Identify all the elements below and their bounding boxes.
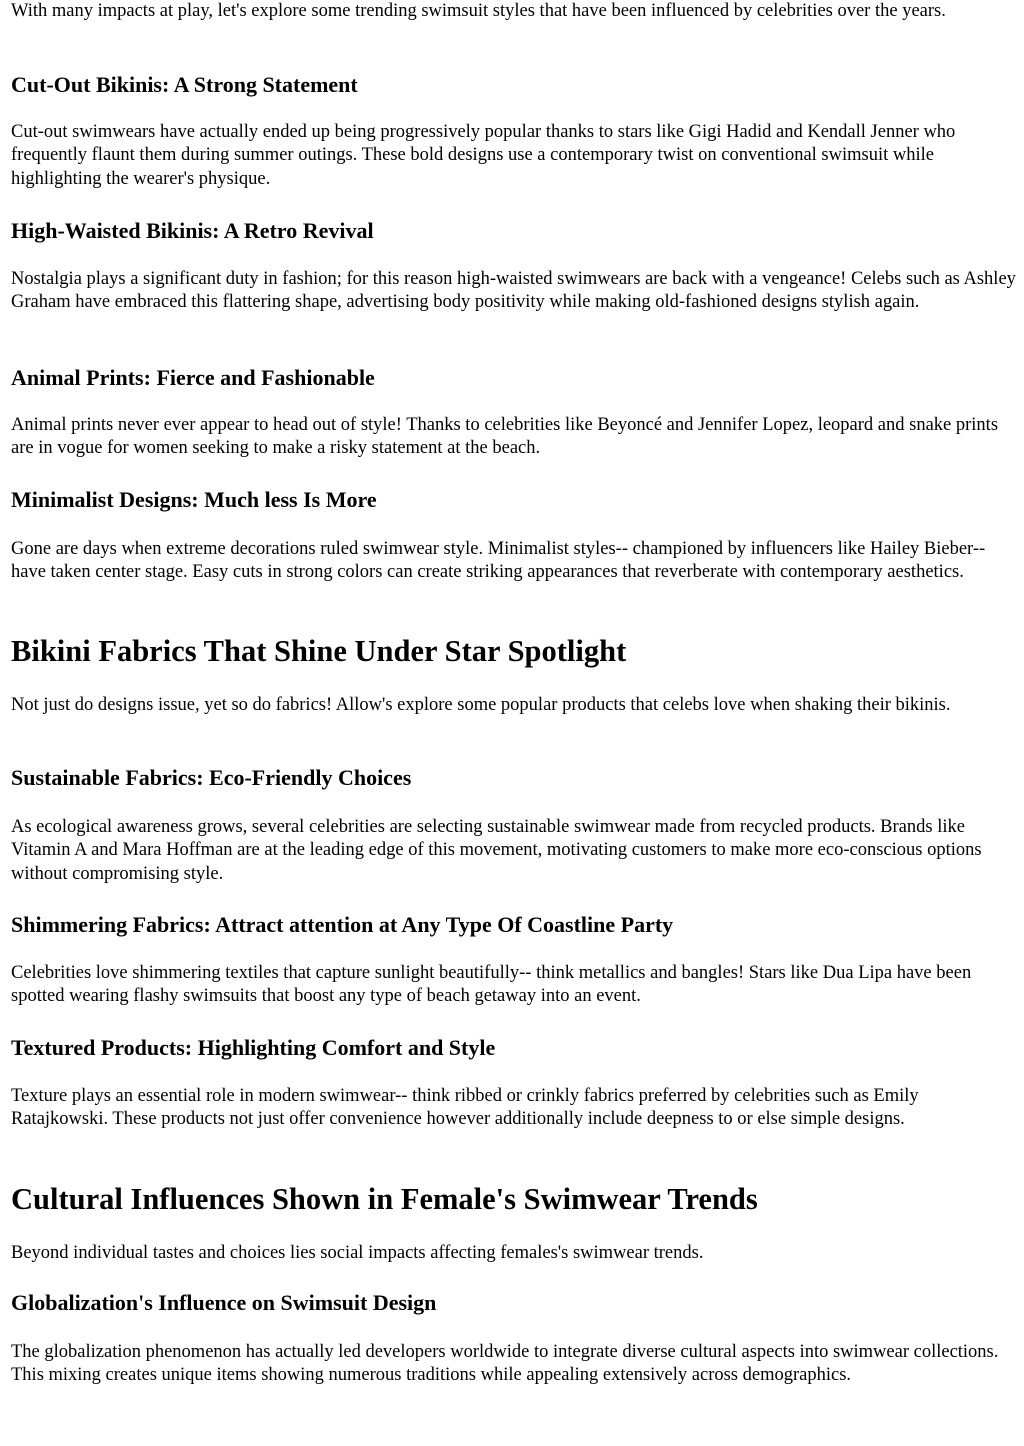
paragraph-shimmering-fabrics: Celebrities love shimmering textiles that capture sunlight beautifully-- think metallics and bangles! Stars like Dua Lipa have been spotted wearing flashy swimsuits that boost any type of beach getaway into an event. — [11, 963, 972, 1007]
section-heading-animal-prints: Animal Prints: Fierce and Fashionable — [11, 365, 375, 390]
section-heading-shimmering-fabrics: Shimmering Fabrics: Attract attention at Any Type Of Coastline Party — [11, 912, 674, 937]
section-heading-cut-out-bikinis: Cut-Out Bikinis: A Strong Statement — [11, 72, 358, 97]
section-heading-sustainable-fabrics: Sustainable Fabrics: Eco-Friendly Choices — [11, 765, 412, 790]
paragraph-bikini-fabrics-intro: Not just do designs issue, yet so do fabrics! Allow's explore some popular products that celebs love when shaking their bikinis. — [11, 695, 951, 715]
section-heading-globalization: Globalization's Influence on Swimsuit Design — [11, 1290, 437, 1315]
paragraph-animal-prints: Animal prints never ever appear to head out of style! Thanks to celebrities like Beyoncé and Jennifer Lopez, leopard and snake prints are in vogue for women seeking to make a risky statement at the beach. — [11, 415, 999, 459]
paragraph-high-waisted-bikinis: Nostalgia plays a significant duty in fashion; for this reason high-waisted swimwears are back with a vengeance! Celebs such as Ashley Graham have embraced this flattering shape, advertising body positivity while making old-fashioned designs stylish again. — [11, 269, 1016, 313]
paragraph-textured-products: Texture plays an essential role in modern swimwear-- think ribbed or crinkly fabrics preferred by celebrities such as Emily Ratajkowski. These products not just offer convenience however additionally include deepness to or else simple designs. — [11, 1086, 919, 1130]
paragraph-cut-out-bikinis: Cut-out swimwears have actually ended up being progressively popular thanks to stars like Gigi Hadid and Kendall Jenner who frequently flaunt them during summer outings. These bold designs use a contemporary twist on conventional swimsuit while highlighting the wearer's physique. — [11, 122, 956, 189]
paragraph-globalization: The globalization phenomenon has actually led developers worldwide to integrate diverse cultural aspects into swimwear collections. This mixing creates unique items showing numerous traditions while appealing extensively across demographics. — [11, 1342, 999, 1386]
section-heading-high-waisted-bikinis: High-Waisted Bikinis: A Retro Revival — [11, 218, 374, 243]
paragraph-cultural-influences-intro: Beyond individual tastes and choices lies social impacts affecting females's swimwear trends. — [11, 1243, 704, 1263]
section-title-cultural-influences: Cultural Influences Shown in Female's Swimwear Trends — [11, 1182, 758, 1216]
paragraph-minimalist-designs: Gone are days when extreme decorations ruled swimwear style. Minimalist styles-- championed by influencers like Hailey Bieber-- have taken center stage. Easy cuts in strong colors can create striking appearances that reverberate with contemporary aesthetics. — [11, 539, 986, 583]
section-heading-textured-products: Textured Products: Highlighting Comfort and Style — [11, 1035, 496, 1060]
section-title-bikini-fabrics: Bikini Fabrics That Shine Under Star Spotlight — [11, 634, 627, 668]
section-heading-minimalist-designs: Minimalist Designs: Much less Is More — [11, 487, 377, 512]
intro-paragraph: With many impacts at play, let's explore some trending swimsuit styles that have been influenced by celebrities over the years. — [11, 1, 946, 21]
paragraph-sustainable-fabrics: As ecological awareness grows, several celebrities are selecting sustainable swimwear made from recycled products. Brands like Vitamin A and Mara Hoffman are at the leading edge of this movement, motivating customers to make more eco-conscious options without compromising style. — [11, 817, 982, 884]
